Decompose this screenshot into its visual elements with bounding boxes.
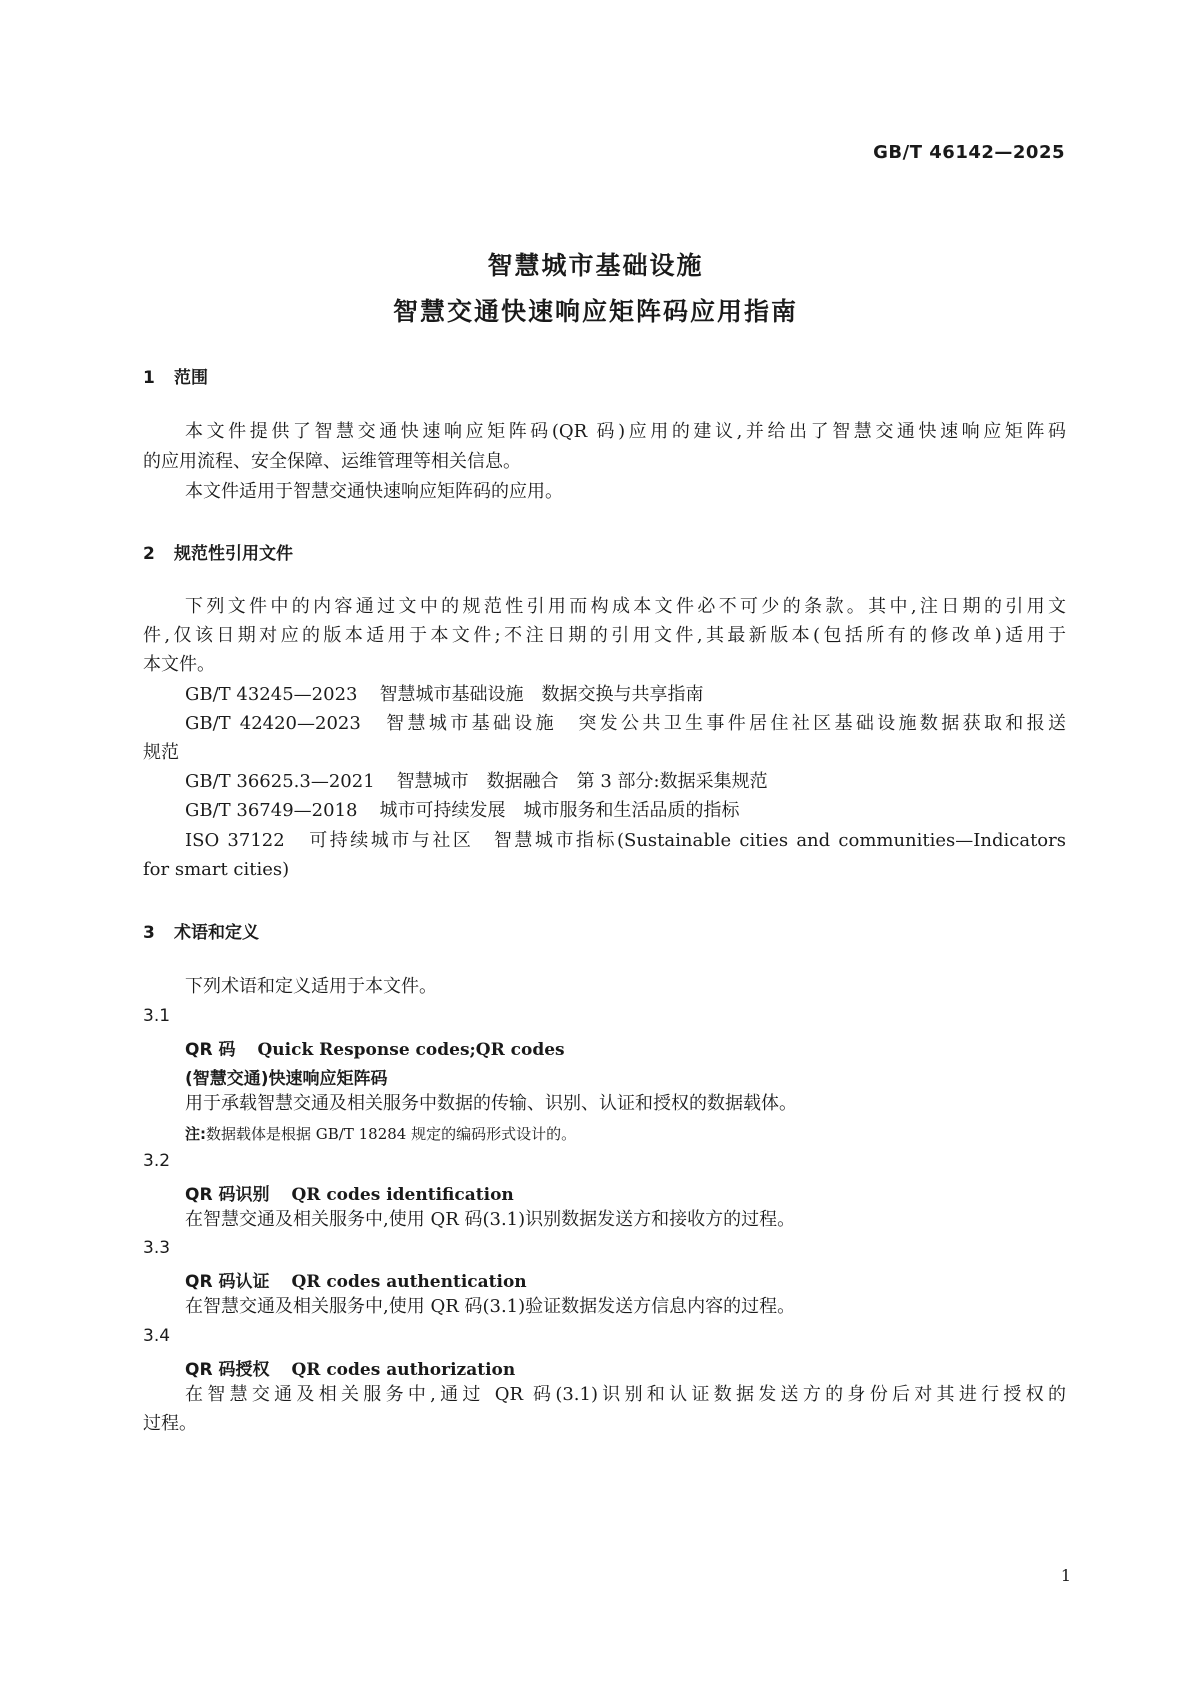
term-zh: QR 码认证 [185, 1272, 270, 1292]
section-number: 2 [143, 544, 155, 564]
reference-title: 智慧城市基础设施 突发公共卫生事件居住社区基础设施数据获取和报送 [382, 713, 1067, 734]
section-1-heading [143, 363, 208, 388]
term-number: 3.4 [143, 1326, 171, 1346]
reference-code: GB/T 43245—2023 [185, 684, 358, 705]
reference-item [185, 684, 703, 706]
paragraph-line: 本文件。 [143, 654, 215, 675]
document-title-line2: 智慧交通快速响应矩阵码应用指南 [392, 297, 798, 326]
term-definition-line: 在智慧交通及相关服务中,通过 QR 码(3.1)识别和认证数据发送方的身份后对其进行授权的 [185, 1384, 1066, 1405]
standard-code: GB/T 46142—2025 [873, 142, 1065, 163]
note-text: 数据载体是根据 GB/T 18284 规定的编码形式设计的。 [206, 1125, 577, 1143]
reference-item [185, 771, 768, 793]
section-3-heading [143, 918, 259, 943]
term-note [185, 1123, 576, 1144]
reference-title: 可持续城市与社区 智慧城市指标(Sustainable cities and communities—Indicators [306, 830, 1066, 851]
term-en: QR codes identification [291, 1185, 514, 1205]
reference-title: 智慧城市 数据融合 第 3 部分:数据采集规范 [396, 771, 768, 792]
term-number: 3.2 [143, 1151, 171, 1171]
term-number: 3.1 [143, 1006, 171, 1026]
term-en: QR codes authentication [291, 1272, 527, 1292]
reference-continuation: 规范 [143, 742, 179, 763]
paragraph: 本文件适用于智慧交通快速响应矩阵码的应用。 [185, 481, 563, 502]
document-title-line1: 智慧城市基础设施 [487, 251, 704, 280]
term-en: Quick Response codes;QR codes [257, 1040, 565, 1060]
term-definition: 用于承载智慧交通及相关服务中数据的传输、识别、认证和授权的数据载体。 [185, 1093, 797, 1114]
paragraph-line: 下列文件中的内容通过文中的规范性引用而构成本文件必不可少的条款。其中,注日期的引用文 [185, 596, 1066, 617]
page-number: 1 [1060, 1566, 1071, 1585]
reference-code: ISO 37122 [185, 830, 285, 851]
term-title [185, 1180, 514, 1205]
reference-title: 智慧城市基础设施 数据交换与共享指南 [379, 684, 704, 705]
term-title [185, 1355, 515, 1380]
paragraph: 下列术语和定义适用于本文件。 [185, 976, 437, 997]
reference-continuation: for smart cities) [143, 859, 290, 880]
note-label: 注: [185, 1125, 206, 1143]
term-number: 3.3 [143, 1238, 171, 1258]
term-zh: QR 码授权 [185, 1360, 270, 1380]
reference-code: GB/T 42420—2023 [185, 713, 361, 734]
section-title: 范围 [174, 368, 208, 388]
reference-item [185, 800, 739, 822]
reference-code: GB/T 36625.3—2021 [185, 771, 375, 792]
section-title: 规范性引用文件 [174, 544, 293, 564]
section-number: 1 [143, 368, 155, 388]
term-title [185, 1035, 565, 1060]
term-title [185, 1267, 527, 1292]
reference-item [185, 713, 1066, 735]
section-title: 术语和定义 [174, 923, 259, 943]
paragraph-line: 的应用流程、安全保障、运维管理等相关信息。 [143, 451, 521, 472]
term-definition: 在智慧交通及相关服务中,使用 QR 码(3.1)验证数据发送方信息内容的过程。 [185, 1296, 796, 1317]
term-definition: 在智慧交通及相关服务中,使用 QR 码(3.1)识别数据发送方和接收方的过程。 [185, 1209, 796, 1230]
term-definition-line: 过程。 [143, 1413, 197, 1434]
term-en: QR codes authorization [291, 1360, 516, 1380]
term-zh: QR 码 [185, 1040, 236, 1060]
reference-code: GB/T 36749—2018 [185, 800, 358, 821]
paragraph-line: 本文件提供了智慧交通快速响应矩阵码(QR 码)应用的建议,并给出了智慧交通快速响应矩阵码 [185, 421, 1066, 442]
term-alt-title: (智慧交通)快速响应矩阵码 [185, 1069, 388, 1089]
paragraph-line: 件,仅该日期对应的版本适用于本文件;不注日期的引用文件,其最新版本(包括所有的修改单)适用于 [143, 625, 1066, 646]
section-2-heading [143, 539, 293, 564]
reference-title: 城市可持续发展 城市服务和生活品质的指标 [379, 800, 740, 821]
reference-item [185, 830, 1066, 852]
section-number: 3 [143, 923, 155, 943]
term-zh: QR 码识别 [185, 1185, 270, 1205]
